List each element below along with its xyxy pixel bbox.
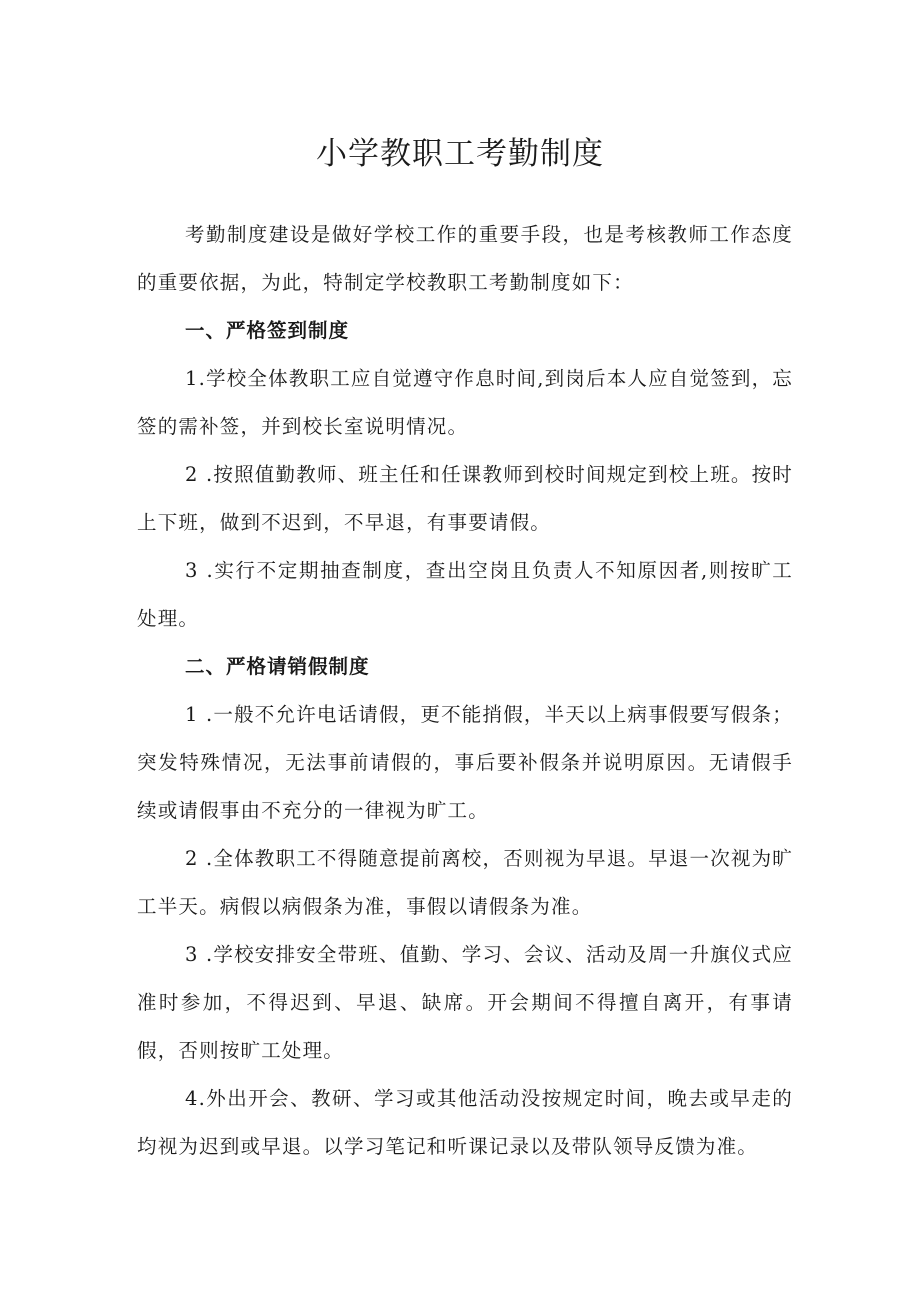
intro-paragraph: 考勤制度建设是做好学校工作的重要手段，也是考核教师工作态度的重要依据，为此，特制定学校教职工考勤制度如下： [137,223,793,294]
leave-rule-1: 1 .一般不允许电话请假，更不能捎假，半天以上病事假要写假条；突发特殊情况，无法事前请假的，事后要补假条并说明原因。无请假手续或请假事由不充分的一律视为旷工。 [137,703,794,822]
section-heading-leave: 二、严格请销假制度 [185,655,370,678]
document-body [137,211,793,1171]
leave-rule-2: 2 .全体教职工不得随意提前离校，否则视为早退。早退一次视为旷工半天。病假以病假条为准，事假以请假条为准。 [137,847,794,918]
sign-in-rule-2: 2 .按照值勤教师、班主任和任课教师到校时间规定到校上班。按时上下班，做到不迟到，不早退，有事要请假。 [137,463,794,534]
section-heading-sign-in: 一、严格签到制度 [185,319,350,342]
document-title: 小学教职工考勤制度 [316,136,604,172]
leave-rule-4: 4.外出开会、教研、学习或其他活动没按规定时间，晚去或早走的均视为迟到或早退。以学习笔记和听课记录以及带队领导反馈为准。 [137,1087,793,1158]
sign-in-rule-1: 1.学校全体教职工应自觉遵守作息时间,到岗后本人应自觉签到，忘签的需补签，并到校长室说明情况。 [137,367,794,438]
leave-rule-3: 3 .学校安排安全带班、值勤、学习、会议、活动及周一升旗仪式应准时参加，不得迟到、早退、缺席。开会期间不得擅自离开，有事请假，否则按旷工处理。 [137,943,794,1062]
sign-in-rule-3: 3 .实行不定期抽查制度，查出空岗且负责人不知原因者,则按旷工处理。 [137,559,793,630]
